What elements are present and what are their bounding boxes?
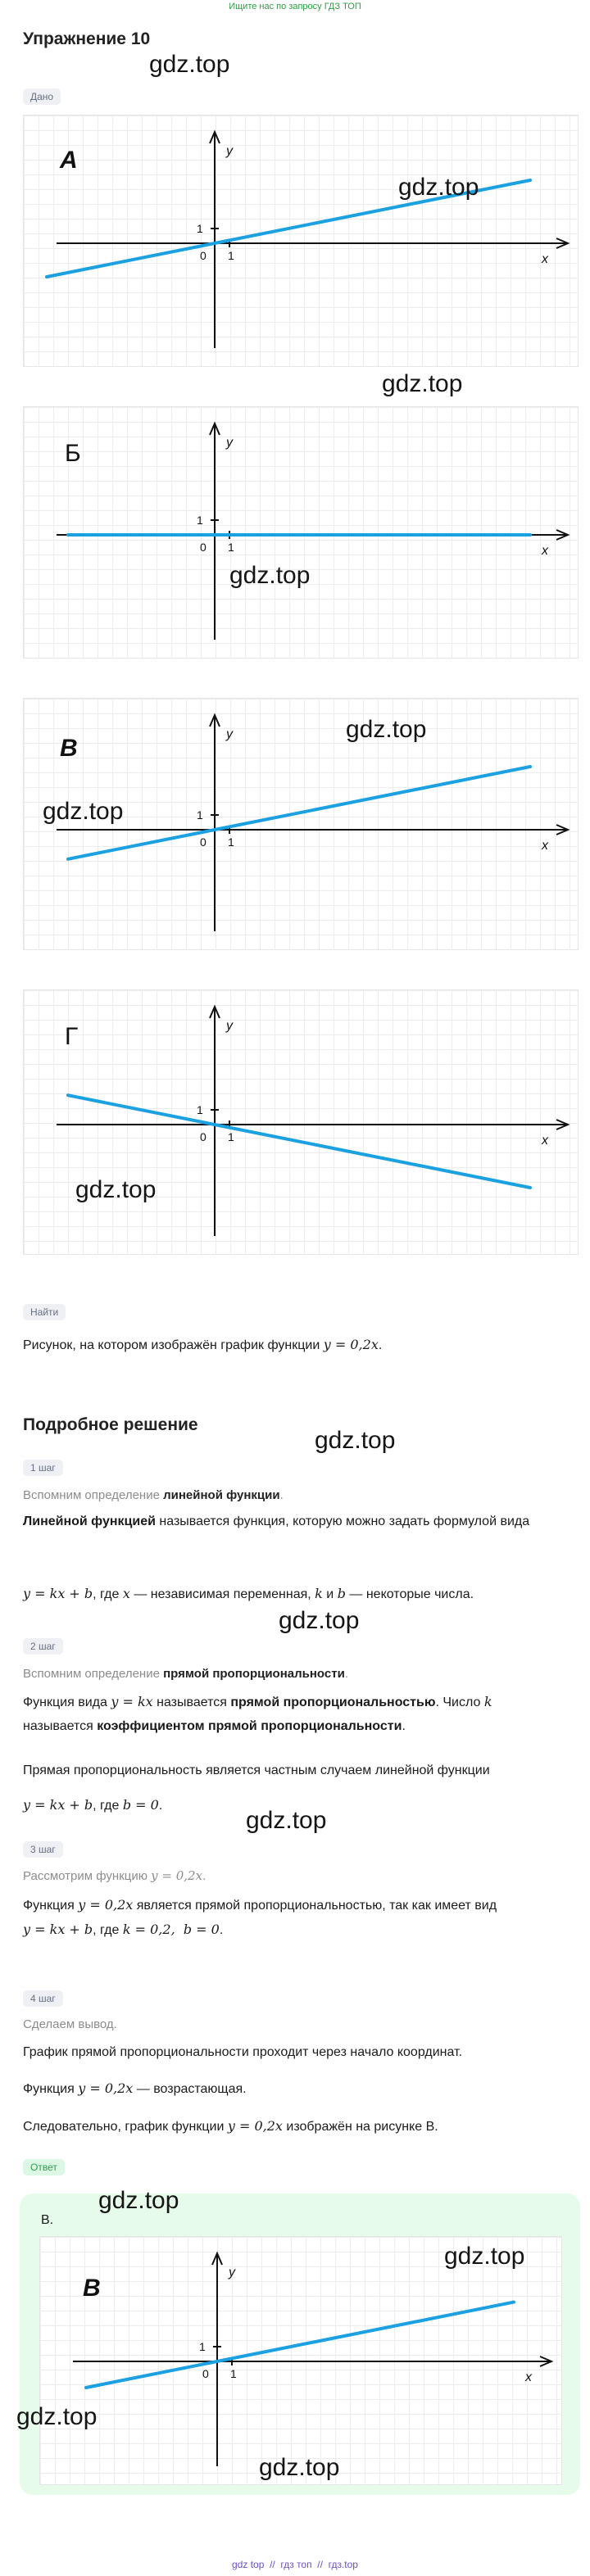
step-4-p1: График прямой пропорциональности проходит через начало координат.: [23, 2045, 463, 2059]
step-3-intro: Рассмотрим функцию y = 0,2x.: [23, 1868, 206, 1883]
y-unit-label: 1: [197, 1103, 203, 1116]
step-3-formula: y = kx + b, где k = 0,2, b = 0.: [23, 1922, 224, 1937]
graph-letter: В: [83, 2275, 101, 2302]
y-axis-label: y: [226, 727, 233, 741]
graph-letter: В: [60, 735, 78, 762]
graph-letter: А: [60, 147, 78, 174]
step-4-p2: Функция y = 0,2x — возрастающая.: [23, 2080, 247, 2096]
graph-letter: Б: [65, 440, 81, 467]
graph-g-plot: [24, 990, 578, 1254]
x-unit-label: 1: [230, 2367, 237, 2380]
x-axis-label: x: [542, 252, 548, 266]
x-axis-label: x: [542, 544, 548, 558]
function-line: [68, 767, 530, 859]
step-1-badge: 1 шаг: [23, 1460, 63, 1476]
graph-letter: Г: [65, 1023, 79, 1050]
answer-text: В.: [41, 2213, 54, 2227]
x-unit-label: 1: [228, 835, 234, 849]
origin-label: 0: [202, 2367, 209, 2380]
step-2-definition: Функция вида y = kx называется прямой пропорциональностью. Число k: [23, 1694, 492, 1709]
graph-panel-a: [23, 115, 579, 367]
watermark: gdz.top: [229, 562, 311, 589]
function-line: [86, 2302, 514, 2388]
y-unit-label: 1: [197, 808, 203, 822]
step-4-badge: 4 шаг: [23, 1990, 63, 2007]
y-axis-label: y: [226, 1019, 233, 1033]
answer-badge: Ответ: [23, 2159, 65, 2175]
step-2-coefficient: называется коэффициентом прямой пропорциональности.: [23, 1719, 406, 1733]
x-unit-label: 1: [228, 1130, 234, 1143]
y-unit-label: 1: [197, 222, 203, 235]
y-axis-label: y: [226, 144, 233, 158]
watermark: gdz.top: [43, 798, 124, 825]
watermark: gdz.top: [444, 2243, 525, 2270]
origin-label: 0: [200, 1130, 206, 1143]
y-axis-label: y: [226, 436, 233, 450]
step-2-intro: Вспомним определение прямой пропорциональности.: [23, 1667, 348, 1681]
step-1-definition: Линейной функцией называется функция, которую можно задать формулой вида: [23, 1514, 530, 1528]
watermark: gdz.top: [98, 2187, 179, 2214]
origin-label: 0: [200, 541, 206, 554]
watermark: gdz.top: [382, 370, 463, 397]
watermark: gdz.top: [346, 716, 427, 743]
given-badge: Дано: [23, 88, 61, 105]
watermark: gdz.top: [315, 1427, 396, 1454]
watermark: gdz.top: [279, 1607, 360, 1634]
step-1-intro: Вспомним определение линейной функции.: [23, 1488, 284, 1502]
graph-panel-g: [23, 989, 579, 1255]
step-4-intro: Сделаем вывод.: [23, 2017, 117, 2031]
solution-title: Подробное решение: [23, 1415, 198, 1434]
footer-links[interactable]: gdz top // гдз топ // гдз.top: [232, 2559, 358, 2570]
watermark: gdz.top: [259, 2454, 340, 2481]
find-text: Рисунок, на котором изображён график функции y = 0,2x.: [23, 1337, 383, 1352]
x-unit-label: 1: [228, 541, 234, 554]
answer-graph-panel: [39, 2236, 562, 2485]
top-search-link[interactable]: Ищите нас по запросу ГДЗ ТОП: [229, 2, 361, 11]
graph-a-plot: [24, 115, 578, 366]
find-badge: Найти: [23, 1304, 66, 1320]
graph-panel-b: [23, 406, 579, 659]
watermark: gdz.top: [75, 1176, 157, 1203]
x-axis-label: x: [542, 839, 548, 853]
y-unit-label: 1: [199, 2340, 206, 2353]
y-axis-label: y: [229, 2266, 235, 2279]
watermark: gdz.top: [16, 2403, 98, 2430]
origin-label: 0: [200, 249, 206, 262]
y-unit-label: 1: [197, 514, 203, 527]
step-2-note: Прямая пропорциональность является частным случаем линейной функции: [23, 1763, 490, 1777]
x-axis-label: x: [525, 2370, 532, 2384]
step-2-badge: 2 шаг: [23, 1638, 63, 1655]
watermark: gdz.top: [246, 1807, 327, 1834]
step-4-p3: Следовательно, график функции y = 0,2x изображён на рисунке В.: [23, 2118, 438, 2134]
step-2-formula: y = kx + b, где b = 0.: [23, 1797, 163, 1813]
page-title: Упражнение 10: [23, 29, 151, 48]
watermark: gdz.top: [398, 174, 479, 201]
answer-graph-plot: [40, 2237, 561, 2484]
x-axis-label: x: [542, 1134, 548, 1148]
step-3-badge: 3 шаг: [23, 1841, 63, 1858]
watermark: gdz.top: [149, 51, 230, 78]
function-line: [68, 1095, 530, 1188]
origin-label: 0: [200, 835, 206, 849]
x-unit-label: 1: [228, 249, 234, 262]
step-3-text: Функция y = 0,2x является прямой пропорциональностью, так как имеет вид: [23, 1897, 497, 1913]
graph-b-plot: [24, 407, 578, 658]
step-1-formula: y = kx + b, где x — независимая переменная, k и b — некоторые числа.: [23, 1586, 474, 1601]
